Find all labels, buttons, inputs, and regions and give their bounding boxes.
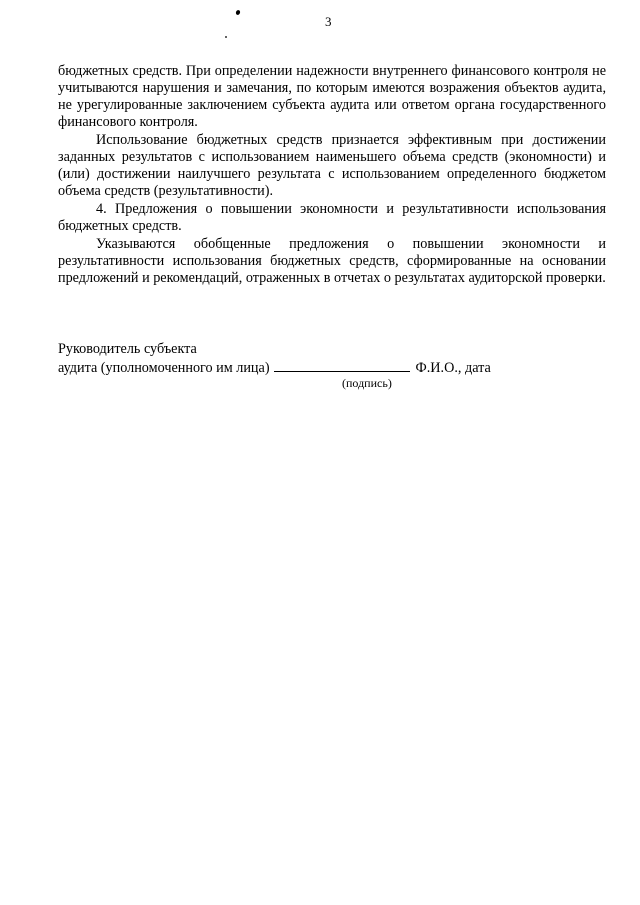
signature-role: аудита (уполномоченного им лица)	[58, 360, 270, 376]
signature-blank-line	[274, 358, 410, 372]
paragraph: Использование бюджетных средств признается эффективным при достижении заданных результатов с использованием наименьшего объема средств (экономности) и (или) достижении наилучшего результата с использованием определенного бюджетом объема средств (результативности).	[58, 132, 606, 199]
scan-speck	[225, 36, 227, 38]
signature-name-date: Ф.И.О., дата	[415, 360, 491, 376]
document-body	[58, 63, 606, 287]
signature-title: Руководитель субъекта	[58, 341, 197, 357]
signature-block	[58, 341, 606, 390]
paragraph: бюджетных средств. При определении надежности внутреннего финансового контроля не учитываются нарушения и замечания, по которым имеются возражения объектов аудита, не урегулированные заключением субъекта аудита или ответом органа государственного финансового контроля.	[58, 63, 606, 130]
signature-line	[58, 358, 606, 377]
paragraph: Указываются обобщенные предложения о повышении экономности и результативности использования бюджетных средств, сформированные на основании предложений и рекомендаций, отраженных в отчетах о результатах аудиторской проверки.	[58, 236, 606, 286]
signature-caption: (подпись)	[342, 376, 392, 390]
section-heading: 4. Предложения о повышении экономности и результативности использования бюджетных средств.	[58, 201, 606, 234]
page-number: 3	[325, 14, 332, 29]
scan-speck	[235, 9, 241, 15]
